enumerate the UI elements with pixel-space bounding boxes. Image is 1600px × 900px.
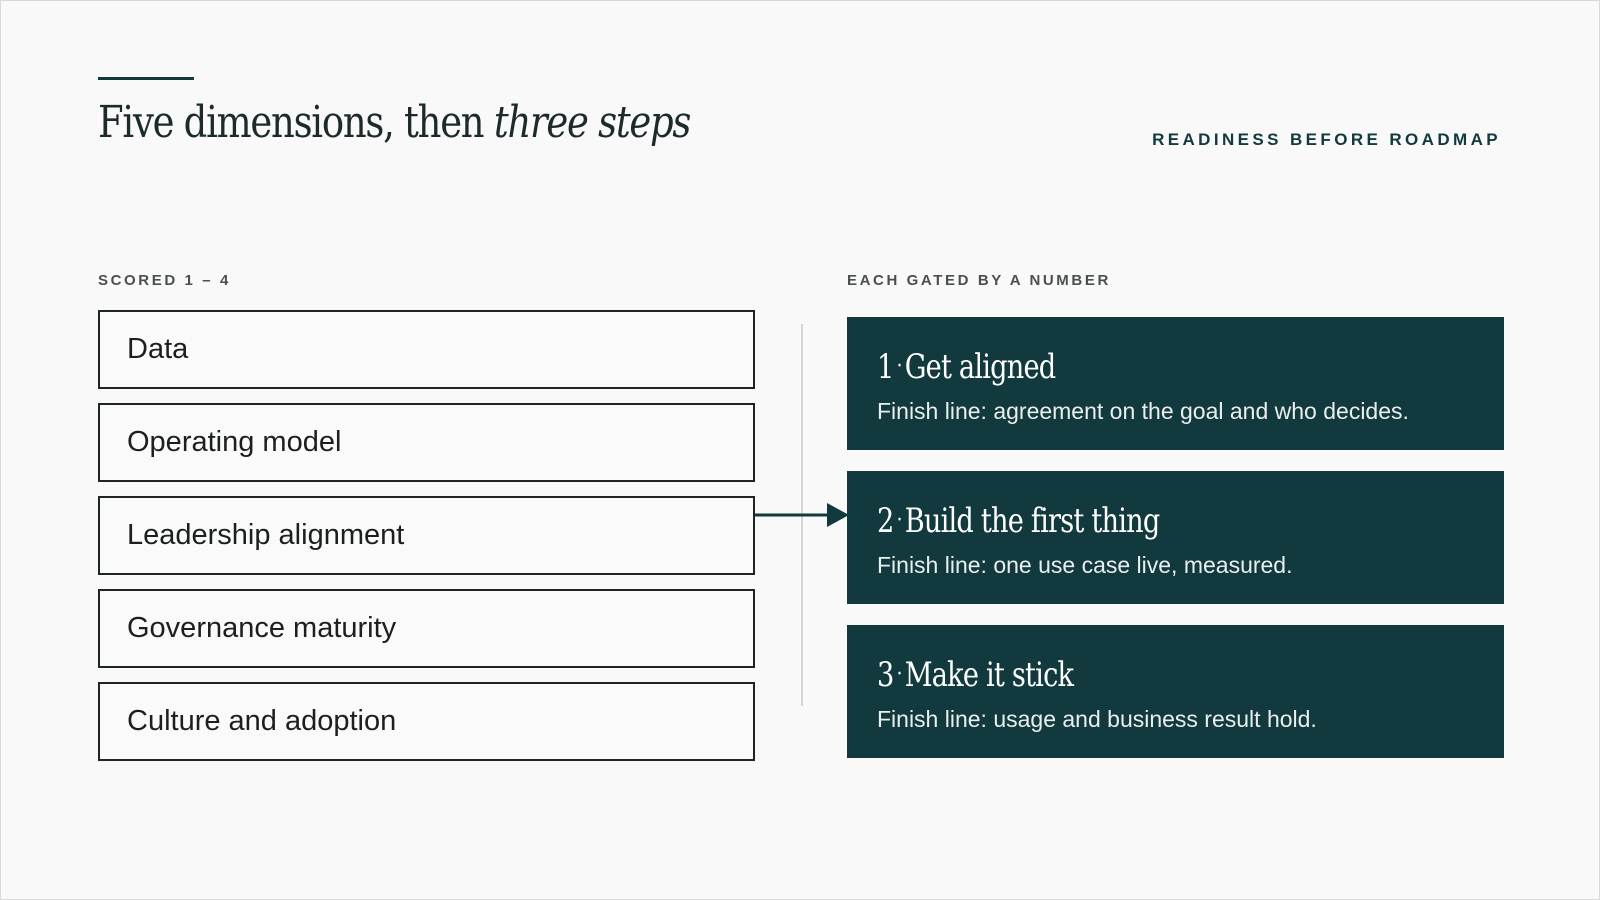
step-name: Build the first thing [904,501,1160,541]
steps-list [847,317,1504,779]
dimension-box-governance-maturity [98,589,755,668]
dimension-box-leadership-alignment [98,496,755,575]
step-finish-line: Finish line: one use case live, measured. [877,551,1293,578]
step-card-1 [847,317,1504,450]
dimension-label: Governance maturity [127,612,397,644]
step-card-2 [847,471,1504,604]
step-number: 3 [877,655,894,695]
dimensions-section-label: SCORED 1 – 4 [98,272,231,289]
step-title [877,501,1355,542]
dimension-label: Leadership alignment [127,519,405,551]
dimension-label: Operating model [127,426,342,458]
title-accent-rule [98,77,194,80]
step-name: Make it stick [904,655,1074,695]
dimension-label: Culture and adoption [127,705,397,737]
dimension-label: Data [127,333,189,365]
step-separator: · [896,662,902,687]
step-number: 2 [877,501,894,541]
step-number: 1 [877,347,894,387]
page-title-main: Five dimensions, then [98,97,494,148]
dimension-box-data [98,310,755,389]
step-title [877,347,1355,388]
arrowhead [827,503,849,527]
dimension-box-operating-model [98,403,755,482]
step-separator: · [896,354,902,379]
dimensions-list [98,310,755,775]
page-title-emphasis: three steps [493,97,691,148]
page-title [98,97,690,150]
step-title [877,655,1355,696]
connector-arrow-icon [755,499,849,531]
step-separator: · [896,508,902,533]
step-name: Get aligned [904,347,1056,387]
step-finish-line: Finish line: usage and business result hold. [877,705,1317,732]
steps-section-label: EACH GATED BY A NUMBER [847,272,1111,289]
dimension-box-culture-and-adoption [98,682,755,761]
step-card-3 [847,625,1504,758]
step-finish-line: Finish line: agreement on the goal and who decides. [877,397,1409,424]
kicker-label: READINESS BEFORE ROADMAP [1152,130,1501,149]
